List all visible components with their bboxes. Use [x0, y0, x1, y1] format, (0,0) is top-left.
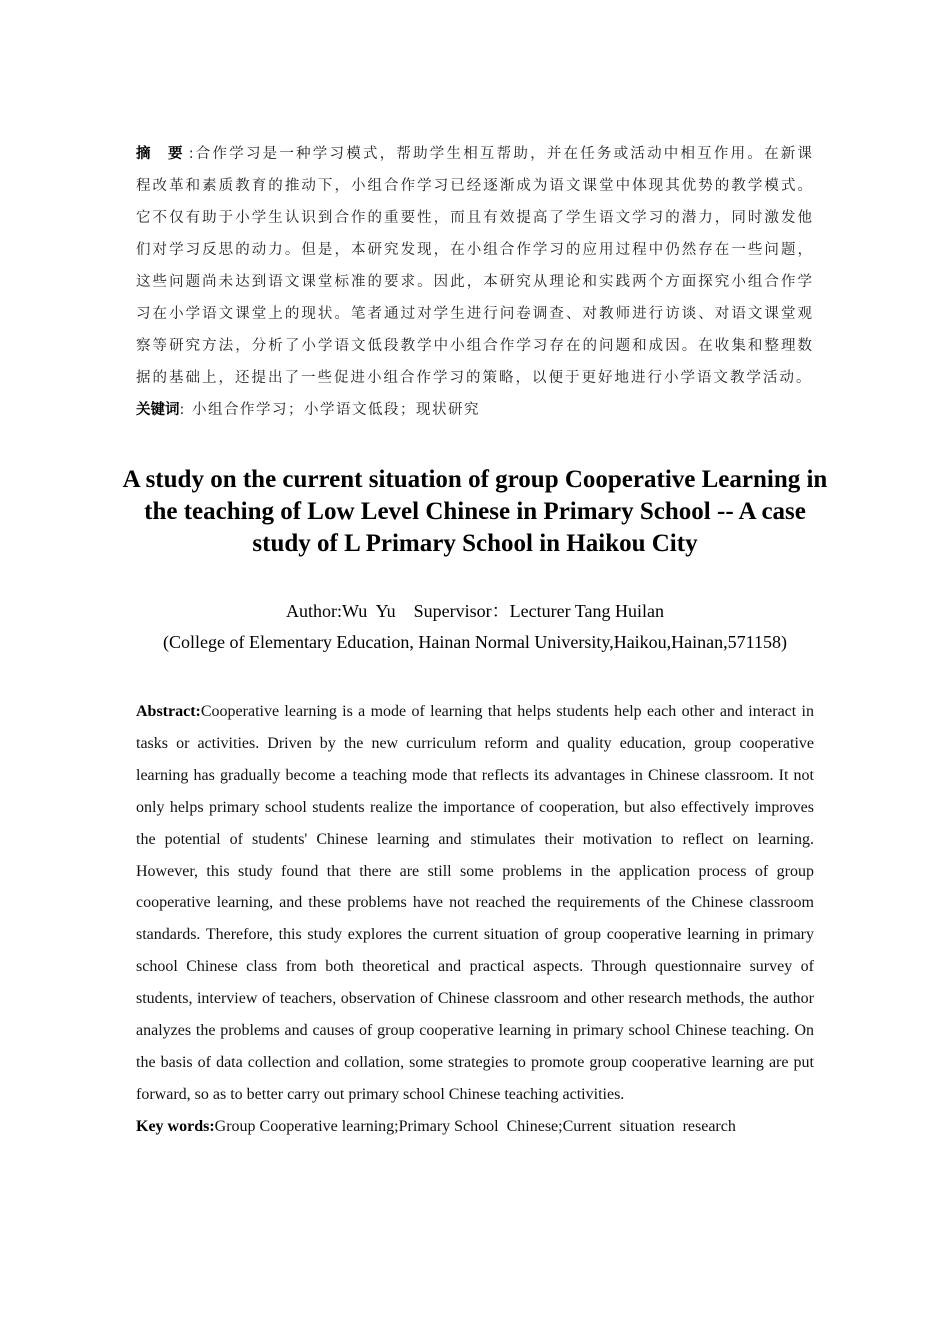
- chinese-keywords-label: 关键词: [136, 402, 180, 418]
- english-abstract-text: Cooperative learning is a mode of learning that helps students help each other and interact in tasks or activities. Driven by the new curriculum reform and quality education, group cooperative learning has gradually become a teaching mode that reflects its advantages in Chinese classroom. It not only helps primary school students realize the importance of cooperation, but also effectively improves the potential of students' Chinese learning and stimulates their motivation to reflect on learning. However, this study found that there are still some problems in the application process of group cooperative learning, and these problems have not reached the requirements of the Chinese classroom standards. Therefore, this study explores the current situation of group cooperative learning in primary school Chinese class from both theoretical and practical aspects. Through questionnaire survey of students, interview of teachers, observation of Chinese classroom and other research methods, the author analyzes the problems and causes of group cooperative learning in primary school Chinese teaching. On the basis of data collection and collation, some strategies to promote group cooperative learning are put forward, so as to better carry out primary school Chinese teaching activities.: [136, 703, 814, 1103]
- english-keywords-text: Group Cooperative learning;Primary School Chinese;Current situation research: [214, 1117, 736, 1135]
- chinese-abstract-label: 摘 要: [136, 146, 189, 162]
- author-line: Author:Wu Yu Supervisor：Lecturer Tang Huilan: [286, 601, 664, 621]
- chinese-keywords: [136, 394, 814, 426]
- chinese-abstract-text: :合作学习是一种学习模式，帮助学生相互帮助，并在任务或活动中相互作用。在新课程改革和素质教育的推动下，小组合作学习已经逐渐成为语文课堂中体现其优势的教学模式。它不仅有助于小学生认识到合作的重要性，而且有效提高了学生语文学习的潜力，同时激发他们对学习反思的动力。但是，本研究发现，在小组合作学习的应用过程中仍然存在一些问题，这些问题尚未达到语文课堂标准的要求。因此，本研究从理论和实践两个方面探究小组合作学习在小学语文课堂上的现状。笔者通过对学生进行问卷调查、对教师进行访谈、对语文课堂观察等研究方法，分析了小学语文低段教学中小组合作学习存在的问题和成因。在收集和整理数据的基础上，还提出了一些促进小组合作学习的策略，以便于更好地进行小学语文教学活动。: [136, 146, 814, 386]
- chinese-keywords-text: : 小组合作学习；小学语文低段；现状研究: [179, 402, 480, 418]
- english-keywords-label: Key words:: [136, 1117, 215, 1135]
- document-page: [122, 138, 828, 1143]
- english-abstract-label: Abstract:: [136, 703, 201, 720]
- chinese-abstract: [136, 138, 814, 394]
- affiliation-line: (College of Elementary Education, Hainan Normal University,Haikou,Hainan,571158): [163, 632, 787, 652]
- english-title: A study on the current situation of group Cooperative Learning in the teaching of Low Level Chinese in Primary School -- A case study of L Primary School in Haikou City: [122, 466, 828, 557]
- english-keywords: [136, 1111, 814, 1143]
- english-abstract: [136, 696, 814, 1111]
